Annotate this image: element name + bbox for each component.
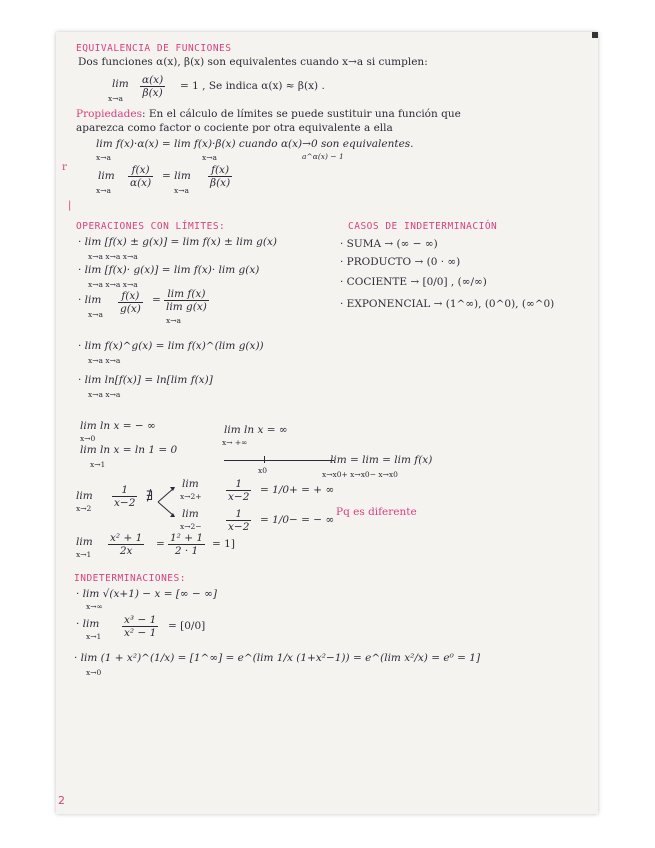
fraction-numerator: 1	[112, 484, 137, 497]
fraction-denominator: β(x)	[142, 87, 163, 99]
fraction-numerator: 1² + 1	[170, 532, 204, 544]
log-limit-infinity: lim ln x = ∞	[224, 424, 288, 436]
operation-rule-log-sub: x→a x→a	[88, 390, 121, 399]
equivalence-fraction	[140, 74, 165, 99]
case-item: · COCIENTE → [0/0] , (∞/∞)	[340, 276, 487, 288]
case-item: · PRODUCTO → (0 · ∞)	[340, 256, 461, 268]
left-limit-lim: lim	[182, 508, 199, 520]
fraction-numerator: x² + 1	[110, 532, 143, 544]
fraction-numerator: x³ − 1	[124, 614, 157, 626]
page-number: 2	[58, 794, 65, 807]
log-limit-one-sub: x→1	[90, 460, 106, 469]
property-quotient-fraction	[128, 164, 153, 189]
indetermination-example-3: · lim (1 + x²)^(1/x) = [1^∞] = e^(lim 1/x (1+x²−1)) = e^(lim x²/x) = e⁰ = 1]	[74, 652, 481, 664]
equivalence-definition: Dos funciones α(x), β(x) son equivalentes cuando x→a si cumplen:	[78, 56, 428, 68]
property-quotient-fraction-right	[208, 164, 232, 189]
case-item: · EXPONENCIAL → (1^∞), (0^0), (∞^0)	[340, 298, 555, 310]
right-limit-lim: lim	[182, 478, 199, 490]
equivalence-result: = 1 , Se indica α(x) ≈ β(x) .	[180, 80, 325, 92]
equivalence-lim: lim	[112, 78, 129, 90]
operation-rule-sum: · lim [f(x) ± g(x)] = lim f(x) ± lim g(x)	[78, 236, 277, 248]
number-line	[224, 460, 334, 461]
example-direct-eq: =	[156, 538, 165, 550]
indetermination-example-2-result: = [0/0]	[168, 620, 206, 632]
property-aside: a^α(x) − 1	[302, 152, 344, 161]
example-direct-fraction	[108, 532, 144, 557]
case-item: · SUMA → (∞ − ∞)	[340, 238, 438, 250]
example-direct-lim-sub: x→1	[76, 550, 92, 559]
right-limit-fraction	[226, 478, 251, 503]
indetermination-example-1: · lim √(x+1) − x = [∞ − ∞]	[76, 588, 217, 600]
operation-rule-log: · lim ln[f(x)] = ln[lim f(x)]	[78, 374, 213, 386]
fraction-denominator: lim g(x)	[166, 301, 207, 313]
property-formula-quotient-sub: x→a	[96, 186, 111, 195]
log-limit-infinity-sub: x→ +∞	[222, 438, 248, 447]
number-line-label: x0	[258, 466, 268, 475]
section-heading-cases: CASOS DE INDETERMINACIÓN	[348, 221, 498, 232]
property-formula-quotient-lim: lim	[98, 170, 115, 182]
fraction-denominator: 2 · 1	[174, 545, 199, 557]
section-heading-operations: OPERACIONES CON LÍMITES:	[76, 221, 226, 232]
equivalence-lim-sub: x→a	[108, 94, 123, 103]
fraction-numerator: f(x)	[128, 164, 153, 177]
fraction-denominator: 2x	[119, 545, 133, 557]
operation-rule-sum-sub: x→a x→a x→a	[88, 252, 138, 261]
fraction-denominator: x−2	[228, 521, 250, 533]
example-sided-lim: lim	[76, 490, 93, 502]
fraction-denominator: g(x)	[120, 303, 141, 315]
fraction-numerator: f(x)	[208, 164, 232, 177]
example-sided-fraction	[112, 484, 137, 509]
indetermination-example-3-sub: x→0	[86, 668, 102, 677]
properties-text	[76, 108, 461, 121]
log-limit-one: lim ln x = ln 1 = 0	[80, 444, 178, 456]
property-formula-product: lim f(x)·α(x) = lim f(x)·β(x) cuando α(x)→0 son equivalentes.	[96, 138, 414, 150]
scan-artifact	[592, 32, 598, 38]
property-formula-quotient-sub: x→a	[174, 186, 189, 195]
notebook-page	[56, 32, 598, 814]
indetermination-example-2-lim: · lim	[76, 618, 100, 630]
fraction-numerator: lim f(x)	[164, 288, 209, 301]
number-line-tick	[264, 456, 265, 463]
left-limit-sub: x→2−	[180, 522, 202, 531]
operation-rule-power: · lim f(x)^g(x) = lim f(x)^(lim g(x))	[78, 340, 264, 352]
operation-quotient-fraction	[118, 290, 143, 315]
fraction-numerator: α(x)	[142, 74, 164, 86]
fraction-denominator: α(x)	[130, 177, 152, 189]
indetermination-example-1-sub: x→∞	[86, 602, 103, 611]
fraction-denominator: x² − 1	[124, 627, 157, 639]
right-limit-sub: x→2+	[180, 492, 202, 501]
side-note: Pq es diferente	[336, 506, 417, 518]
properties-text-line1: : En el cálculo de límites se puede sustituir una función que	[142, 108, 461, 120]
indetermination-example-2-fraction	[122, 614, 158, 639]
margin-mark: r	[62, 162, 67, 173]
left-limit-fraction	[226, 508, 251, 533]
properties-label: Propiedades	[76, 108, 143, 120]
margin-mark: |	[68, 200, 72, 211]
fraction-numerator: f(x)	[118, 290, 143, 303]
property-formula-product-sub: x→a	[202, 153, 217, 162]
property-quotient-eq: = lim	[162, 170, 191, 182]
fraction-numerator: 1	[226, 478, 251, 491]
properties-text-line2: aparezca como factor o cociente por otra equivalente a ella	[76, 122, 393, 134]
section-heading-indeterminations: INDETERMINACIONES:	[74, 573, 186, 584]
operation-rule-quotient-lim: · lim	[78, 294, 102, 306]
sided-limit-equality: lim = lim = lim f(x)	[330, 454, 433, 466]
operation-quotient-result	[164, 288, 209, 313]
example-direct-lim: lim	[76, 536, 93, 548]
operation-rule-product-sub: x→a x→a x→a	[88, 280, 138, 289]
fraction-denominator: β(x)	[210, 177, 231, 189]
operation-rule-quotient-sub: x→a	[88, 310, 103, 319]
indetermination-example-2-sub: x→1	[86, 632, 102, 641]
property-formula-product-sub: x→a	[96, 153, 111, 162]
operation-rule-product: · lim [f(x)· g(x)] = lim f(x)· lim g(x)	[78, 264, 260, 276]
example-direct-result: = 1]	[212, 538, 235, 550]
fraction-denominator: x−2	[114, 497, 136, 509]
fraction-numerator: 1	[226, 508, 251, 521]
operation-quotient-result-sub: x→a	[166, 316, 181, 325]
fraction-denominator: x−2	[228, 491, 250, 503]
example-direct-substitution	[168, 532, 205, 557]
log-limit-zero-sub: x→0	[80, 434, 96, 443]
right-limit-result: = 1/0+ = + ∞	[260, 484, 335, 496]
operation-rule-power-sub: x→a x→a	[88, 356, 121, 365]
example-sided-lim-sub: x→2	[76, 504, 92, 513]
operation-quotient-eq: =	[152, 294, 161, 306]
left-limit-result: = 1/0− = − ∞	[260, 514, 335, 526]
section-heading-equivalence: EQUIVALENCIA DE FUNCIONES	[76, 43, 232, 54]
not-exists-symbol: ∄	[146, 489, 154, 504]
sided-limit-equality-sub: x→x0+ x→x0− x→x0	[322, 470, 398, 479]
log-limit-zero: lim ln x = − ∞	[80, 420, 156, 432]
branch-arrow-icon	[156, 482, 180, 522]
